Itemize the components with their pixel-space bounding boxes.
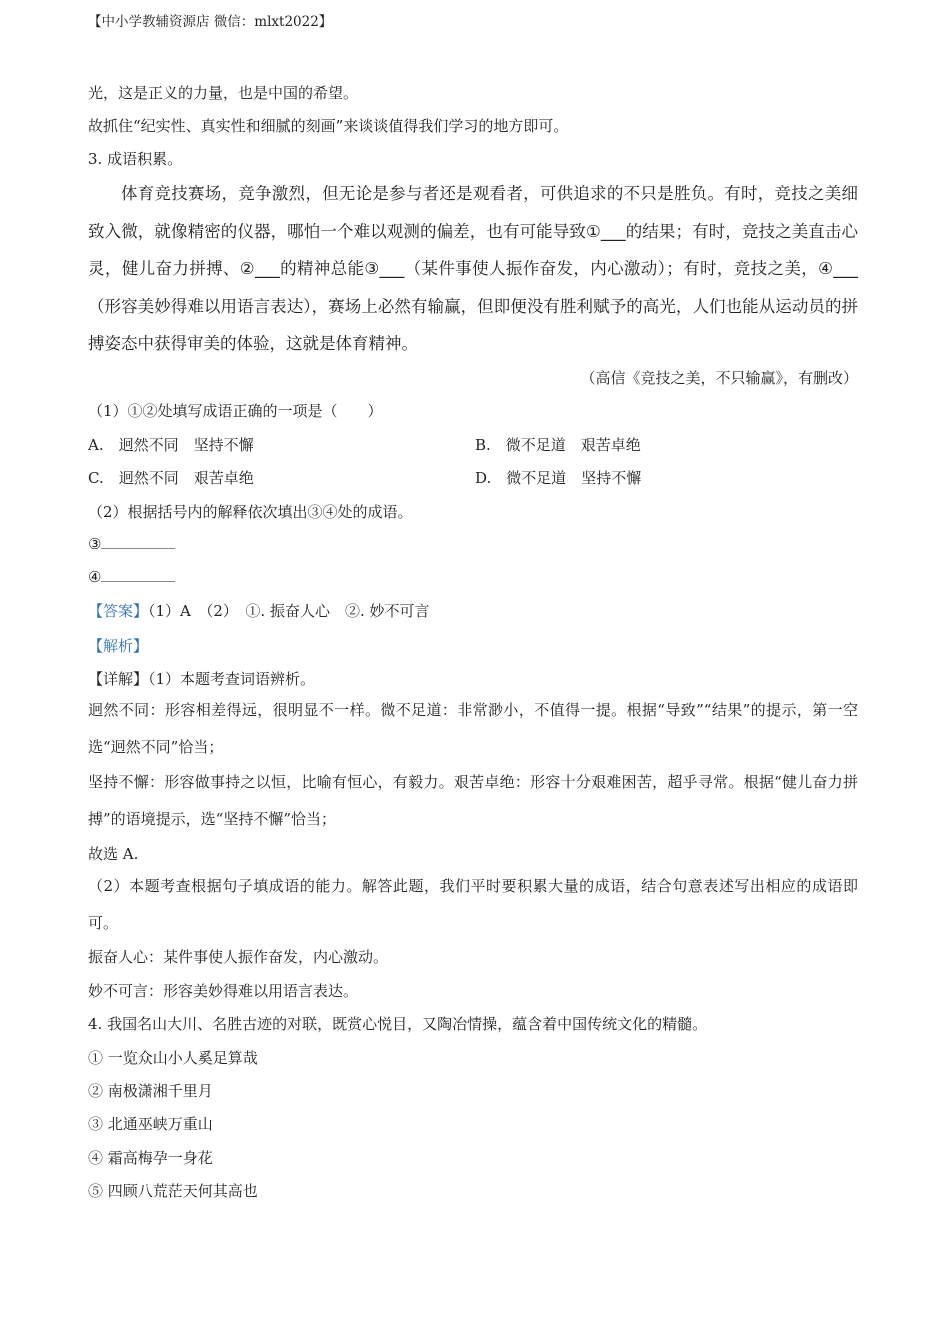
text-line: 故抓住“纪实性、真实性和细腻的刻画”来谈谈值得我们学习的地方即可。 xyxy=(88,117,569,135)
explanation-2 xyxy=(88,764,858,838)
answer-blank xyxy=(101,567,175,582)
answer-line xyxy=(88,600,430,621)
answer-blank xyxy=(101,534,175,549)
option-d: D. 微不足道 坚持不懈 xyxy=(475,469,642,487)
answer-text: （1）A （2） ①. 振奋人心 ②. 妙不可言 xyxy=(148,602,430,620)
explanation-text: 迥然不同：形容相差得远，很明显不一样。微不足道：非常渺小，不值得一提。根据“导致”“结果”的提示，第一空选“迥然不同”恰当； xyxy=(88,701,858,756)
question-4-title: 4. 我国名山大川、名胜古迹的对联，既赏心悦目，又陶冶情操，蕴含着中国传统文化的精髓。 xyxy=(88,1015,708,1033)
explanation-text: （2）本题考查根据句子填成语的能力。解答此题，我们平时要积累大量的成语，结合句意表述写出相应的成语即可。 xyxy=(88,877,858,932)
explanation-4 xyxy=(88,868,858,942)
couplet-item: ④ 霜高梅孕一身花 xyxy=(88,1149,213,1167)
page-header: 【中小学教辅资源店 微信：mlxt2022】 xyxy=(88,14,333,30)
blank-line-3 xyxy=(88,534,175,553)
passage xyxy=(88,175,858,363)
answer-label: 【答案】 xyxy=(88,602,149,620)
couplet-item: ① 一览众山小人奚足算哉 xyxy=(88,1049,258,1067)
passage-source: （高信《竞技之美，不只输赢》，有删改） xyxy=(580,369,858,387)
option-b: B. 微不足道 艰苦卓绝 xyxy=(475,436,641,454)
explanation-6: 妙不可言：形容美妙得难以用语言表达。 xyxy=(88,982,359,1000)
passage-text: 体育竞技赛场，竞争激烈，但无论是参与者还是观看者，可供追求的不只是胜负。有时，竞技之美细致入微，就像精密的仪器，哪怕一个难以观测的偏差，也有可能导致①___的结果；有时，竞技之美直击心灵，健儿奋力拼搏、②___的精神总能③___（某件事使人振作奋发，内心激动）；有时，竞技之美，④___（形容美妙得难以用语言表达），赛场上必然有输赢，但即便没有胜利赋予的高光，人们也能从运动员的拼搏姿态中获得审美的体验，这就是体育精神。 xyxy=(88,184,858,353)
question-2: （2）根据括号内的解释依次填出③④处的成语。 xyxy=(88,503,413,521)
explanation-text: 坚持不懈：形容做事持之以恒，比喻有恒心，有毅力。艰苦卓绝：形容十分艰难困苦，超乎寻常。根据“健儿奋力拼搏”的语境提示，选“坚持不懈”恰当； xyxy=(88,773,858,828)
text-line: 光，这是正义的力量，也是中国的希望。 xyxy=(88,84,359,102)
option-a: A. 迥然不同 坚持不懈 xyxy=(88,436,254,454)
option-c: C. 迥然不同 艰苦卓绝 xyxy=(88,469,254,487)
blank-line-4 xyxy=(88,567,175,586)
explanation-5: 振奋人心：某件事使人振作奋发，内心激动。 xyxy=(88,948,389,966)
blank-label: ④ xyxy=(88,568,102,586)
explanation-3: 故选 A. xyxy=(88,845,139,863)
question-3-title: 3. 成语积累。 xyxy=(88,150,183,168)
explanation-1 xyxy=(88,692,858,766)
couplet-item: ③ 北通巫峡万重山 xyxy=(88,1115,213,1133)
question-1: （1）①②处填写成语正确的一项是（ ） xyxy=(88,402,383,420)
detail-line: 【详解】（1）本题考查词语辨析。 xyxy=(88,670,316,688)
analysis-label: 【解析】 xyxy=(88,637,149,655)
couplet-item: ⑤ 四顾八荒茫天何其高也 xyxy=(88,1182,258,1200)
couplet-item: ② 南极潇湘千里月 xyxy=(88,1082,213,1100)
blank-label: ③ xyxy=(88,535,102,553)
